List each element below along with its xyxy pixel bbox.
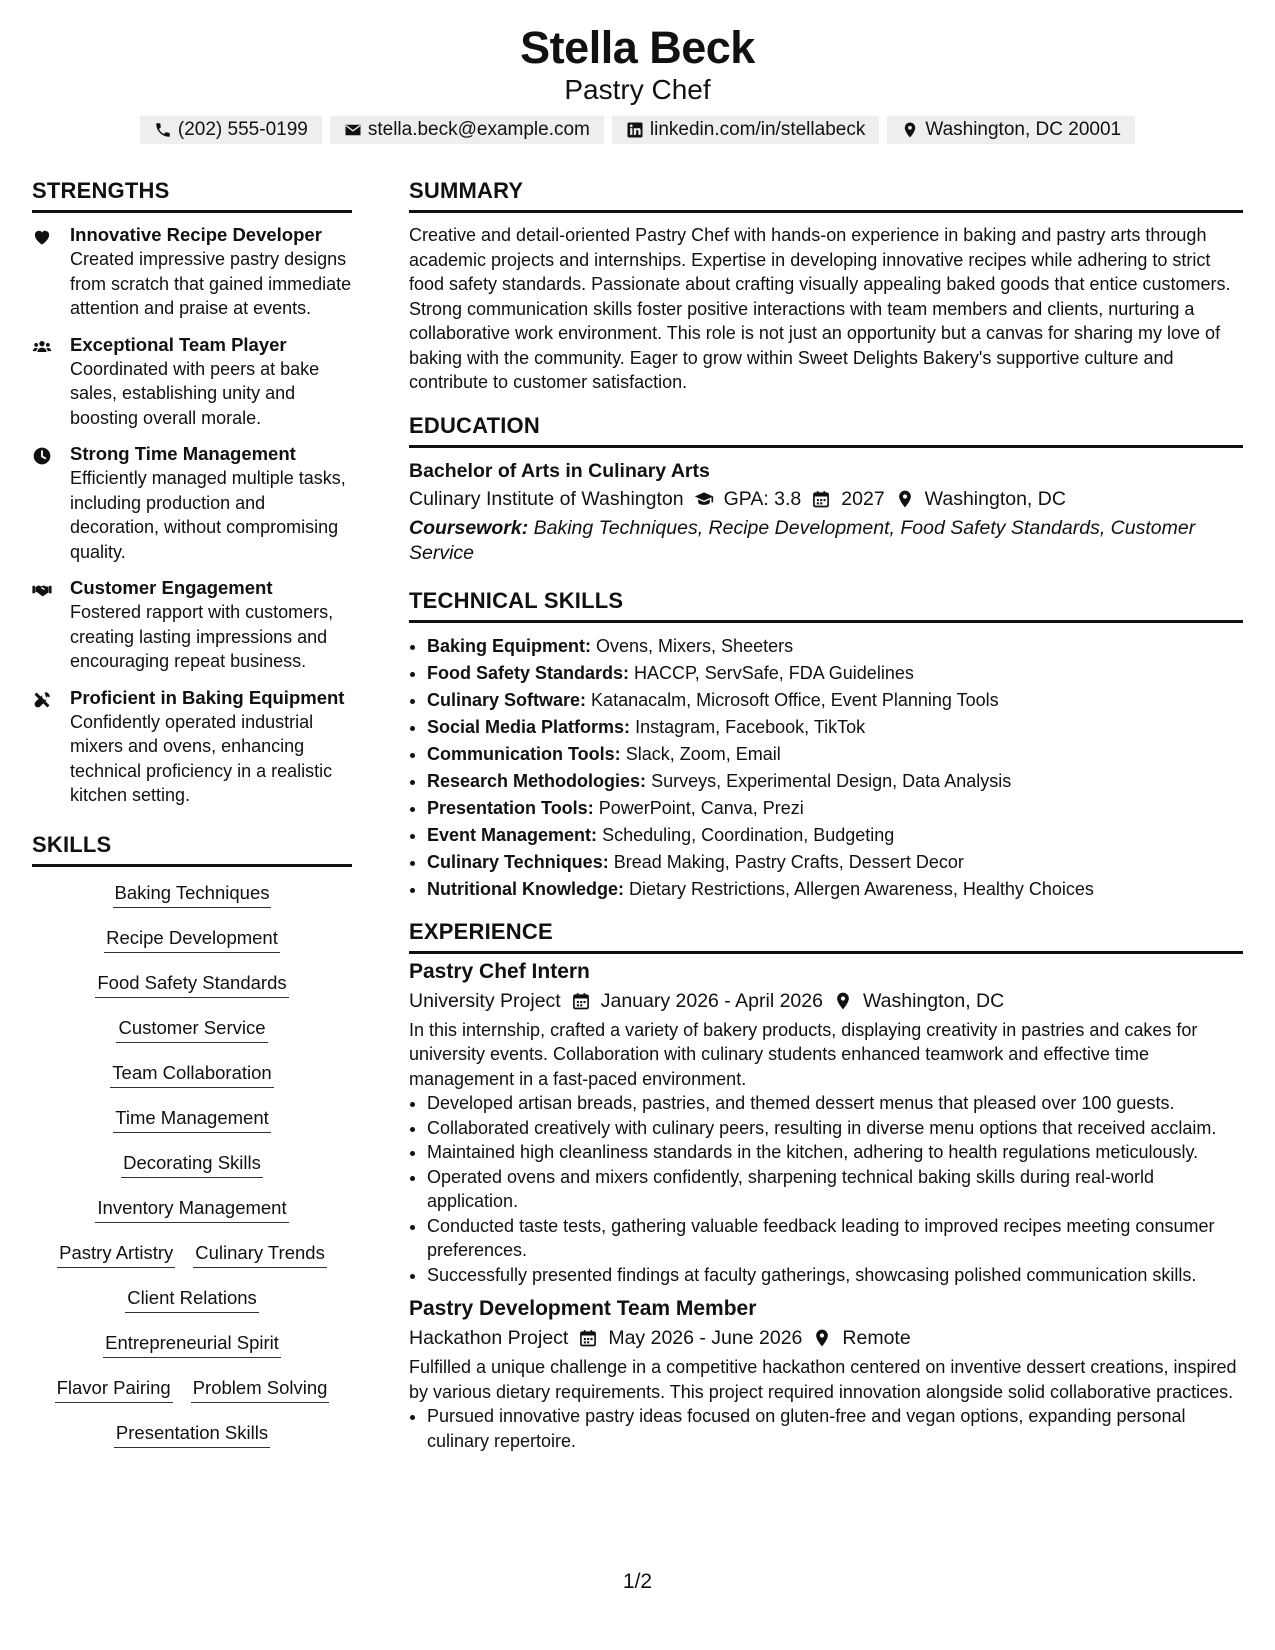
strength-desc: Fostered rapport with customers, creating lasting impressions and encouraging repeat business. bbox=[70, 602, 334, 671]
skill-tag: Recipe Development bbox=[104, 926, 280, 953]
school-name: Culinary Institute of Washington bbox=[409, 487, 684, 510]
strength-item bbox=[32, 442, 352, 564]
coursework-label: Coursework: bbox=[409, 516, 529, 539]
skill-tag: Team Collaboration bbox=[110, 1061, 273, 1088]
skill-tag: Flavor Pairing bbox=[55, 1376, 173, 1403]
job-description: In this internship, crafted a variety of bakery products, displaying creativity in pastries and cakes for university events. Collaboration with culinary students enhanced teamwork and effective time management in a fast-paced environment. bbox=[409, 1019, 1198, 1089]
skill-tag: Entrepreneurial Spirit bbox=[103, 1331, 281, 1358]
calendar-icon bbox=[811, 489, 831, 509]
strength-title: Proficient in Baking Equipment bbox=[70, 686, 345, 708]
strength-desc: Coordinated with peers at bake sales, establishing unity and boosting overall morale. bbox=[70, 358, 320, 428]
tech-label: Baking Equipment: bbox=[427, 635, 592, 656]
job-org: Hackathon Project bbox=[409, 1327, 569, 1349]
list-item bbox=[427, 849, 1243, 876]
skill-tag: Baking Techniques bbox=[113, 881, 272, 908]
tools-icon bbox=[32, 690, 52, 710]
education-meta bbox=[409, 484, 1243, 514]
contact-phone-text: (202) 555-0199 bbox=[177, 119, 308, 140]
strength-item bbox=[32, 333, 352, 431]
job-bullets bbox=[409, 1091, 1243, 1287]
tech-value: Ovens, Mixers, Sheeters bbox=[596, 635, 794, 656]
job-entry bbox=[409, 958, 1243, 1288]
skill-tag: Inventory Management bbox=[95, 1196, 288, 1223]
tech-label: Event Management: bbox=[427, 824, 598, 845]
contact-email-text: stella.beck@example.com bbox=[367, 119, 590, 140]
list-item bbox=[427, 660, 1243, 687]
heart-icon bbox=[32, 227, 52, 247]
coursework-text: Baking Techniques, Recipe Development, Food Safety Standards, Customer Service bbox=[409, 516, 1196, 564]
contact-linkedin[interactable] bbox=[612, 116, 879, 144]
contact-location[interactable] bbox=[887, 116, 1135, 144]
job-entry bbox=[409, 1295, 1243, 1453]
map-pin-icon bbox=[833, 991, 853, 1011]
tech-value: Katanacalm, Microsoft Office, Event Planning Tools bbox=[591, 689, 999, 710]
tech-label: Nutritional Knowledge: bbox=[427, 878, 624, 899]
strength-item bbox=[32, 576, 352, 674]
calendar-icon bbox=[578, 1328, 598, 1348]
tech-value: Surveys, Experimental Design, Data Analysis bbox=[651, 770, 1012, 791]
strength-desc: Confidently operated industrial mixers and ovens, enhancing technical proficiency in a realistic kitchen setting. bbox=[70, 711, 333, 805]
tech-value: Slack, Zoom, Email bbox=[625, 743, 781, 764]
list-item bbox=[427, 687, 1243, 714]
contact-email[interactable] bbox=[330, 116, 604, 144]
job-location: Remote bbox=[842, 1327, 911, 1349]
candidate-title: Pastry Chef bbox=[564, 74, 711, 105]
list-item: • Maintained high cleanliness standards in the kitchen, adhering to health regulations meticulously. bbox=[427, 1140, 1243, 1165]
experience-heading: EXPERIENCE bbox=[409, 919, 1243, 954]
list-item: • Operated ovens and mixers confidently, sharpening technical baking skills during real-world application. bbox=[427, 1165, 1243, 1214]
strength-desc: Efficiently managed multiple tasks, including production and decoration, without compromising quality. bbox=[70, 468, 346, 562]
job-org: University Project bbox=[409, 989, 561, 1012]
gpa-text: GPA: 3.8 bbox=[723, 487, 802, 510]
contact-bar bbox=[0, 116, 1275, 144]
strength-title: Strong Time Management bbox=[70, 443, 296, 464]
tech-value: Instagram, Facebook, TikTok bbox=[635, 716, 866, 737]
job-description: Fulfilled a unique challenge in a competitive hackathon centered on inventive dessert creations, inspired by various dietary requirements. This project required innovation alongside solid collaborative practices. bbox=[409, 1357, 1237, 1402]
tech-value: Scheduling, Coordination, Budgeting bbox=[602, 824, 895, 845]
users-icon bbox=[32, 337, 52, 357]
tech-label: Culinary Techniques: bbox=[427, 851, 609, 872]
strength-title: Innovative Recipe Developer bbox=[70, 224, 322, 245]
skills-list bbox=[32, 881, 352, 1448]
skill-tag: Customer Service bbox=[116, 1016, 267, 1043]
skill-tag: Client Relations bbox=[125, 1286, 259, 1313]
right-column bbox=[409, 178, 1243, 1453]
skill-tag: Culinary Trends bbox=[193, 1241, 327, 1268]
list-item bbox=[427, 876, 1243, 903]
envelope-icon bbox=[344, 121, 362, 139]
linkedin-icon bbox=[626, 121, 644, 139]
contact-phone[interactable] bbox=[140, 116, 322, 144]
list-item: • Successfully presented findings at faculty gatherings, showcasing polished communication skills. bbox=[427, 1263, 1243, 1288]
job-location: Washington, DC bbox=[862, 989, 1005, 1012]
tech-value: HACCP, ServSafe, FDA Guidelines bbox=[634, 662, 914, 683]
technical-skills-heading: TECHNICAL SKILLS bbox=[409, 588, 1243, 623]
map-pin-icon bbox=[901, 121, 919, 139]
job-meta bbox=[409, 986, 1243, 1016]
skill-tag: Problem Solving bbox=[191, 1376, 330, 1403]
contact-linkedin-text: linkedin.com/in/stellabeck bbox=[649, 119, 866, 140]
left-column bbox=[32, 178, 352, 1466]
skill-tag: Decorating Skills bbox=[121, 1151, 263, 1178]
job-title: Pastry Development Team Member bbox=[409, 1297, 757, 1320]
tech-label: Food Safety Standards: bbox=[427, 662, 630, 683]
list-item bbox=[427, 768, 1243, 795]
skill-tag: Time Management bbox=[113, 1106, 271, 1133]
handshake-icon bbox=[32, 580, 52, 600]
skill-tag: Presentation Skills bbox=[114, 1421, 270, 1448]
list-item: • Developed artisan breads, pastries, and themed dessert menus that pleased over 100 guests. bbox=[427, 1091, 1243, 1116]
list-item: • Pursued innovative pastry ideas focused on gluten-free and vegan options, expanding personal culinary repertoire. bbox=[427, 1404, 1243, 1453]
strength-item bbox=[32, 223, 352, 321]
job-dates: January 2026 - April 2026 bbox=[600, 989, 823, 1012]
list-item bbox=[427, 633, 1243, 660]
education-heading: EDUCATION bbox=[409, 413, 1243, 448]
strengths-heading: STRENGTHS bbox=[32, 178, 352, 213]
strength-item bbox=[32, 686, 352, 808]
strength-desc: Created impressive pastry designs from scratch that gained immediate attention and praise at events. bbox=[70, 249, 352, 318]
phone-icon bbox=[154, 121, 172, 139]
job-dates: May 2026 - June 2026 bbox=[608, 1327, 803, 1349]
summary-heading: SUMMARY bbox=[409, 178, 1243, 213]
map-pin-icon bbox=[895, 489, 915, 509]
candidate-name: Stella Beck bbox=[520, 22, 755, 73]
calendar-icon bbox=[571, 991, 591, 1011]
list-item: • Collaborated creatively with culinary peers, resulting in diverse menu options that received acclaim. bbox=[427, 1116, 1243, 1141]
graduation-year: 2027 bbox=[841, 487, 885, 510]
strength-title: Exceptional Team Player bbox=[70, 333, 287, 355]
tech-label: Communication Tools: bbox=[427, 743, 621, 764]
skill-tag: Food Safety Standards bbox=[95, 971, 288, 998]
school-location: Washington, DC bbox=[924, 487, 1066, 510]
page-number: 1/2 bbox=[622, 1570, 653, 1593]
list-item bbox=[427, 822, 1243, 849]
coursework bbox=[409, 516, 1243, 566]
contact-location-text: Washington, DC 20001 bbox=[925, 119, 1122, 140]
list-item bbox=[427, 741, 1243, 768]
tech-label: Social Media Platforms: bbox=[427, 716, 631, 737]
list-item bbox=[427, 714, 1243, 741]
list-item bbox=[427, 795, 1243, 822]
skill-tag: Pastry Artistry bbox=[57, 1241, 175, 1268]
technical-skills-list bbox=[409, 633, 1243, 903]
strength-title: Customer Engagement bbox=[70, 577, 273, 598]
resume-header bbox=[0, 22, 1275, 144]
map-pin-icon bbox=[812, 1328, 832, 1348]
tech-label: Research Methodologies: bbox=[427, 770, 647, 791]
tech-value: Bread Making, Pastry Crafts, Dessert Decor bbox=[613, 851, 964, 872]
job-bullets bbox=[409, 1404, 1243, 1453]
tech-label: Culinary Software: bbox=[427, 689, 587, 710]
tech-label: Presentation Tools: bbox=[427, 797, 594, 818]
summary-text: Creative and detail-oriented Pastry Chef with hands-on experience in baking and pastry arts through academic projects and internships. Expertise in developing innovative recipes while adhering to strict food safety standards. Passionate about crafting visually appealing baked goods that entice customers. Strong communication skills foster positive interactions with team members and clients, nurturing a collaborative work environment. This role is not just an opportunity but a canvas for sharing my love of baking with the community. Eager to grow within Sweet Delights Bakery's supportive culture and contribute to customer satisfaction. bbox=[409, 225, 1231, 392]
job-meta bbox=[409, 1323, 1243, 1353]
job-title: Pastry Chef Intern bbox=[409, 959, 590, 983]
tech-value: Dietary Restrictions, Allergen Awareness, Healthy Choices bbox=[629, 878, 1094, 899]
degree-title: Bachelor of Arts in Culinary Arts bbox=[409, 459, 710, 482]
list-item: • Conducted taste tests, gathering valuable feedback leading to improved recipes meeting consumer preferences. bbox=[427, 1214, 1243, 1263]
tech-value: PowerPoint, Canva, Prezi bbox=[598, 797, 804, 818]
clock-icon bbox=[32, 446, 52, 466]
graduation-cap-icon bbox=[694, 489, 714, 509]
skills-heading: SKILLS bbox=[32, 832, 352, 867]
